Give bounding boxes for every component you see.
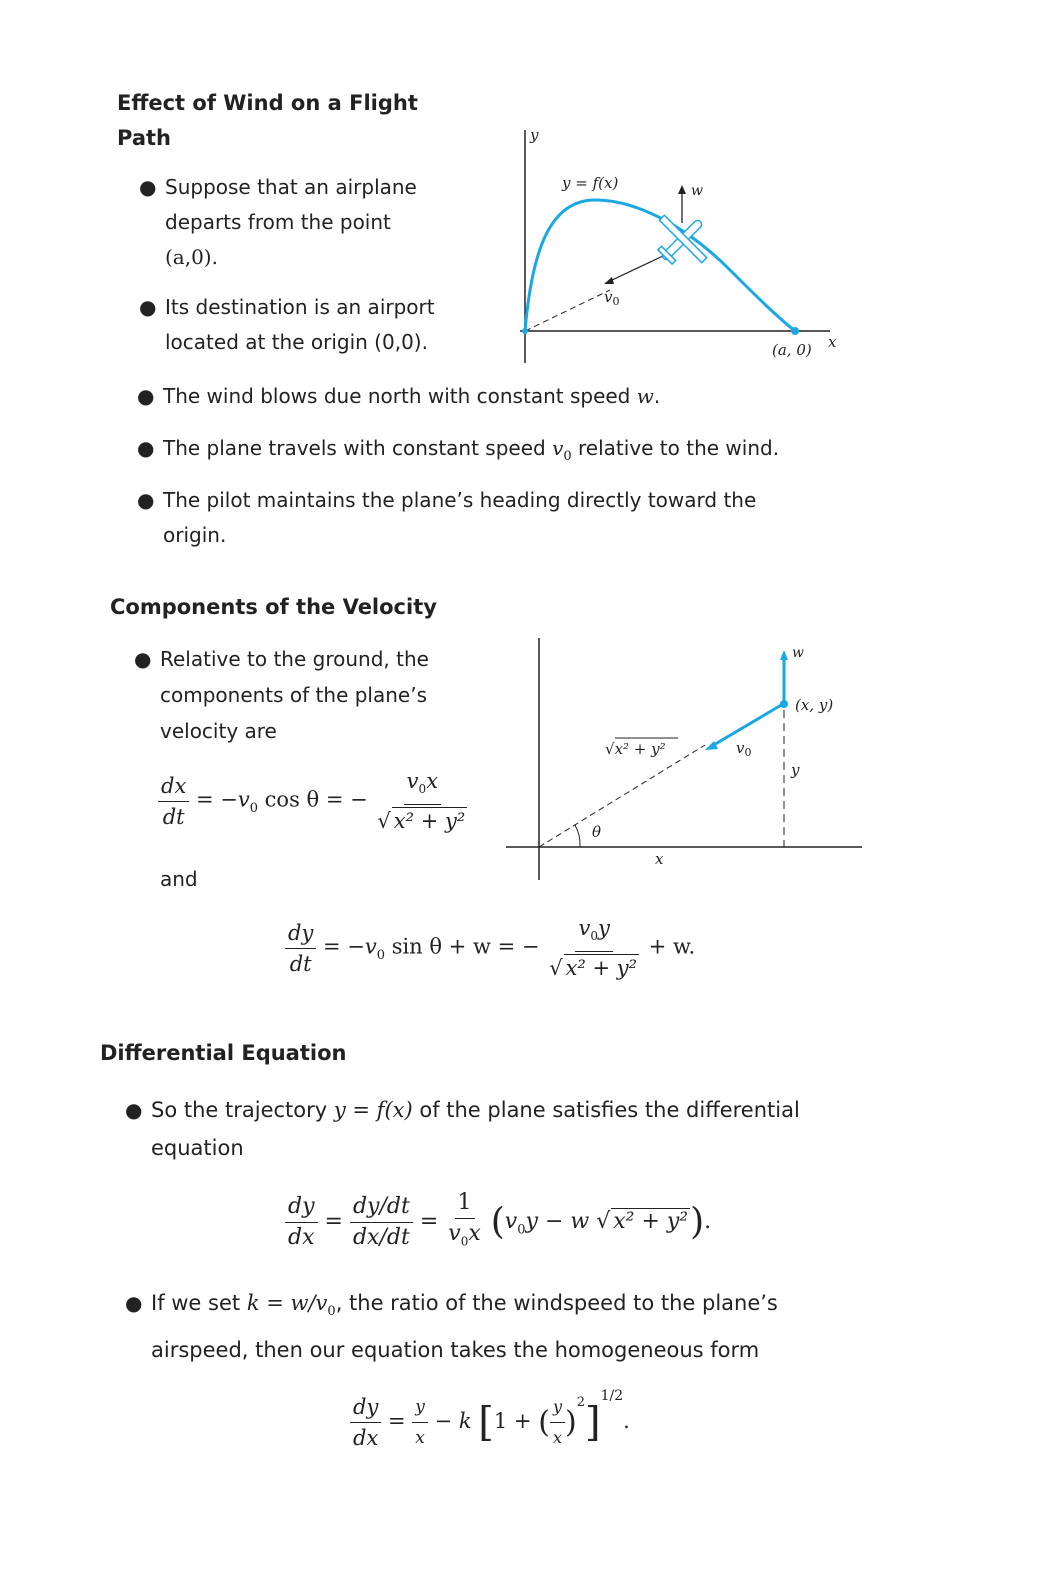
fraction-v0x — [374, 768, 470, 834]
bullet-line: Relative to the ground, the — [160, 647, 429, 671]
frac-num: $v_0x$ — [404, 768, 441, 805]
frac-den: dx — [353, 1426, 379, 1450]
dashed-hypotenuse — [539, 745, 705, 847]
bullet-components — [134, 641, 429, 749]
frac-num: dy/dt — [350, 1194, 413, 1223]
y-axis-label: y — [530, 126, 539, 144]
fraction-one-over-v0x — [445, 1190, 484, 1254]
theta-label: θ — [592, 823, 602, 841]
bullet-line: airspeed, then our equation takes the homogeneous form — [151, 1338, 760, 1363]
frac-den: dt — [162, 804, 185, 829]
frac-num: dx — [158, 773, 189, 802]
bullet-dot: ● — [125, 1291, 143, 1315]
frac-den: x — [415, 1428, 425, 1448]
bullet-line: So the trajectory y = f(x) of the plane satisfies the differential — [151, 1098, 800, 1122]
paren-content: $v_0y - w$ √ x² + y² — [504, 1209, 689, 1238]
equation-dx-dt — [158, 768, 470, 834]
section-title-velocity: Components of the Velocity — [110, 595, 437, 619]
bullet-trajectory — [125, 1091, 800, 1167]
section-title-wind — [117, 86, 418, 156]
x-label: x — [655, 850, 664, 868]
equals-sign: = — [388, 1409, 406, 1433]
y-label: y — [791, 761, 800, 779]
fraction-dy-dx — [285, 1194, 318, 1251]
eq-mid-sub: 0 — [249, 800, 258, 816]
frac-num: y — [412, 1394, 428, 1423]
equals-sign: = — [324, 1209, 343, 1235]
equation-dy-dx — [285, 1190, 711, 1254]
frac-den: √ x² + y² — [549, 956, 638, 981]
frac-den: dx — [288, 1224, 315, 1250]
one-plus: 1 + — [493, 1409, 532, 1433]
velocity-vector — [610, 255, 665, 281]
fraction-dx-dt — [158, 773, 189, 830]
bullet-departure — [139, 170, 417, 275]
bullet-dot: ● — [137, 384, 155, 408]
velocity-vector — [712, 704, 783, 746]
eq-end: . — [704, 1209, 712, 1235]
bullet-text: The wind blows due north with constant speed — [163, 384, 637, 408]
bullet-line: If we set $k = w/v_0$, the ratio of the windspeed to the plane’s — [151, 1291, 778, 1320]
frac-num: dy — [285, 1194, 318, 1223]
bullet-dot: ● — [134, 647, 152, 671]
minus-k: − k — [434, 1409, 472, 1433]
frac-den: dx/dt — [352, 1224, 410, 1250]
origin-point — [522, 328, 528, 334]
title-line-1: Effect of Wind on a Flight — [117, 91, 418, 115]
var-w: w — [636, 384, 654, 408]
bullet-line: components of the plane’s — [160, 683, 428, 707]
frac-num: $v_0y$ — [575, 915, 612, 952]
eq-mid-post: sin θ + w = − — [385, 934, 540, 959]
bullet-line: velocity are — [160, 719, 277, 743]
dashed-heading-line — [525, 290, 610, 331]
bullet-line: departs from the point — [165, 210, 391, 234]
eq-mid: = −v — [195, 787, 250, 812]
eq-mid: = −v — [323, 934, 377, 959]
curve-label: y = f(x) — [562, 174, 619, 192]
fraction-dy-dt — [285, 920, 316, 977]
frac-den: √ x² + y² — [377, 809, 466, 834]
bullet-text-post: relative to the wind. — [571, 436, 780, 460]
frac-num: y — [550, 1394, 565, 1423]
flight-path-figure — [500, 120, 850, 370]
point-xy — [780, 700, 788, 708]
bullet-destination — [139, 290, 435, 360]
bullet-line: Suppose that an airplane — [165, 175, 417, 199]
bullet-text: The plane travels with constant speed — [163, 436, 553, 460]
open-bracket: [ — [478, 1399, 494, 1446]
title-line-2: Path — [117, 126, 171, 150]
bullet-homogeneous — [125, 1284, 778, 1369]
wind-label: w — [691, 183, 703, 199]
section-title-diffeq: Differential Equation — [100, 1041, 347, 1065]
open-paren: ( — [538, 1405, 550, 1440]
bullet-dot: ● — [137, 488, 155, 512]
bullet-wind — [137, 379, 661, 414]
theta-arc — [575, 825, 580, 847]
bullet-line: origin. — [163, 523, 227, 547]
frac-den: $v_0x$ — [448, 1221, 481, 1249]
bullet-heading — [137, 483, 757, 553]
bullet-line: located at the origin (0,0). — [165, 330, 428, 354]
x-axis-label: x — [828, 333, 837, 351]
bullet-dot: ● — [125, 1098, 143, 1122]
bullet-dot: ● — [139, 295, 157, 319]
fraction-y-x — [412, 1394, 428, 1451]
equation-dy-dt — [285, 915, 695, 981]
bullet-end: . — [653, 384, 661, 408]
velocity-arrowhead — [604, 277, 614, 284]
eq-tail: + w. — [642, 934, 696, 959]
frac-den: x — [552, 1428, 562, 1447]
fraction-dydt-dxdt — [350, 1194, 413, 1251]
fraction-inner-y-x — [550, 1394, 565, 1451]
sqrt-label: √x² + y² — [605, 740, 666, 758]
point-a — [791, 327, 799, 335]
close-paren: ) — [564, 1405, 577, 1440]
eq-end: . — [623, 1409, 630, 1433]
frac-num: dy — [285, 920, 316, 949]
bullet-line: Its destination is an airport — [165, 295, 435, 319]
bullet-speed — [137, 431, 780, 474]
bullet-line: equation — [151, 1136, 244, 1160]
equation-homogeneous — [350, 1388, 630, 1451]
eq-mid-post: cos θ = − — [258, 787, 368, 812]
var-v-sub: 0 — [563, 449, 572, 464]
bullet-line: The pilot maintains the plane’s heading directly toward the — [163, 488, 757, 512]
var-yfx: y = f(x) — [333, 1098, 413, 1122]
v0-label: $v_0$ — [736, 739, 752, 759]
bullet-dot: ● — [139, 175, 157, 199]
open-paren: ( — [490, 1201, 505, 1243]
w-label: w — [792, 645, 804, 661]
var-v: v — [552, 436, 564, 460]
var-k: k = w/v — [246, 1291, 328, 1315]
velocity-components-figure — [500, 630, 865, 885]
and-text: and — [160, 867, 198, 891]
wind-arrowhead — [678, 185, 686, 194]
close-paren: ) — [690, 1201, 705, 1243]
frac-num: 1 — [455, 1190, 475, 1219]
fraction-v0y — [546, 915, 642, 981]
eq-mid-sub: 0 — [376, 947, 386, 963]
point-a-label: (a, 0) — [772, 341, 812, 359]
bullet-line: (a,0). — [165, 245, 218, 269]
close-bracket: ] — [584, 1399, 601, 1446]
frac-num: dy — [350, 1394, 381, 1423]
wind-arrowhead — [780, 650, 788, 660]
equals-sign: = — [419, 1209, 439, 1235]
velocity-label: $v_0$ — [604, 288, 620, 308]
point-xy-label: (x, y) — [795, 696, 834, 714]
square-exp: 2 — [576, 1395, 585, 1410]
fraction-dy-dx — [350, 1394, 381, 1451]
half-exp: 1/2 — [600, 1388, 624, 1404]
frac-den: dt — [289, 951, 312, 976]
bullet-dot: ● — [137, 436, 155, 460]
